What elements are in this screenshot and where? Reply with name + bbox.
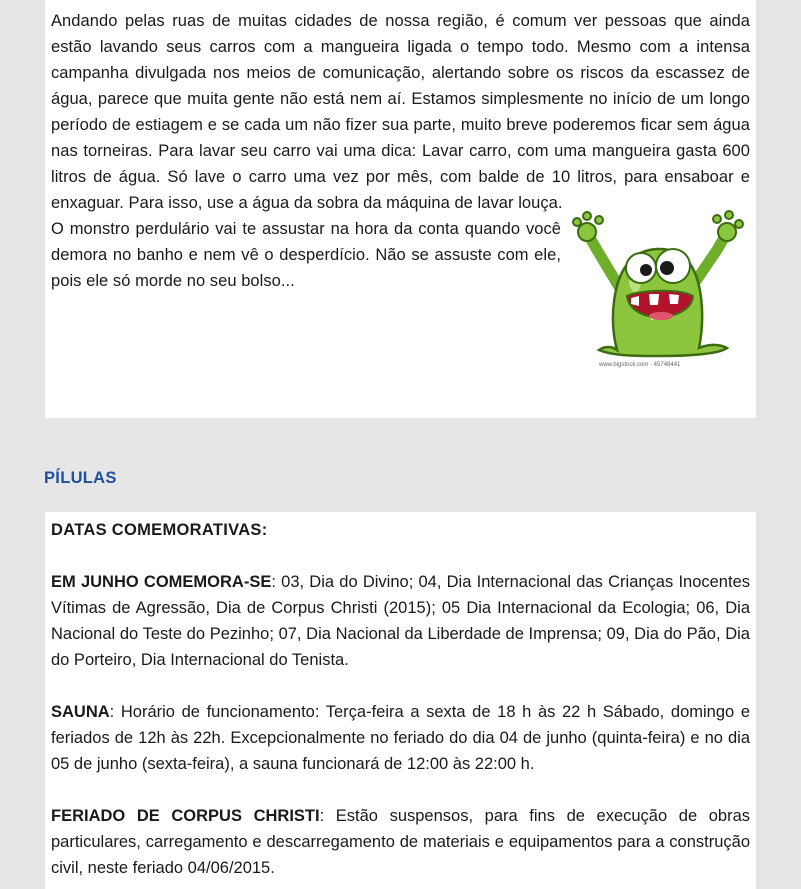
monster-row xyxy=(51,216,750,368)
section-title-pilulas: PÍLULAS xyxy=(44,469,117,487)
pilulas-card xyxy=(45,512,756,889)
pilulas-item-label: SAUNA xyxy=(51,703,110,721)
pilulas-item-sauna xyxy=(51,699,750,777)
pilulas-item-feriado xyxy=(51,803,750,881)
pilulas-item-label: FERIADO DE CORPUS CHRISTI xyxy=(51,807,320,825)
pilulas-item-junho xyxy=(51,569,750,673)
pilulas-item-text: : 03, Dia do Divino; 04, Dia Internacional das Crianças Inocentes Vítimas de Agressão, Dia de Corpus Christi (2015); 05 Dia Internacional da Ecologia; 06, Dia Nacional do Teste do Pezinho; 07, Dia Nacional da Liberdade de Imprensa; 09, Dia do Pão, Dia do Porteiro, Dia Internacional do Tenista. xyxy=(51,573,750,669)
pilulas-item-label: EM JUNHO COMEMORA-SE xyxy=(51,573,272,591)
image-caption: www.bigstock.com · 45748441 xyxy=(599,362,681,368)
pilulas-heading: DATAS COMEMORATIVAS: xyxy=(51,521,268,539)
article-card xyxy=(45,0,756,418)
article-paragraph-monster: O monstro perdulário vai te assustar na hora da conta quando você demora no banho e nem vê o desperdício. Não se assuste com ele, pois ele só morde no seu bolso... xyxy=(51,220,561,290)
article-paragraph-water: Andando pelas ruas de muitas cidades de nossa região, é comum ver pessoas que ainda estão lavando seus carros com a mangueira ligada o tempo todo. Mesmo com a intensa campanha divulgada nos meios de comunicação, alertando sobre os riscos da escassez de água, parece que muita gente não está nem aí. Estamos simplesmente no início de um longo período de estiagem e se cada um não fizer sua parte, muito breve poderemos ficar sem água nas torneiras. Para lavar seu carro vai uma dica: Lavar carro, com uma mangueira gasta 600 litros de água. Só lave o carro uma vez por mês, com balde de 10 litros, para ensaboar e enxaguar. Para isso, use a água da sobra da máquina de lavar louça. xyxy=(51,12,750,212)
pilulas-item-text: : Estão suspensos, para fins de execução de obras particulares, carregamento e descarregamento de materiais e equipamentos para a construção civil, neste feriado 04/06/2015. xyxy=(51,807,750,877)
pilulas-item-text: : Horário de funcionamento: Terça-feira a sexta de 18 h às 22 h Sábado, domingo e feriados de 12h às 22h. Excepcionalmente no feriado do dia 04 de junho (quinta-feira) e no dia 05 de junho (sexta-feira), a sauna funcionará de 12:00 às 22:00 h. xyxy=(51,703,750,773)
green-monster-illustration xyxy=(569,210,745,370)
